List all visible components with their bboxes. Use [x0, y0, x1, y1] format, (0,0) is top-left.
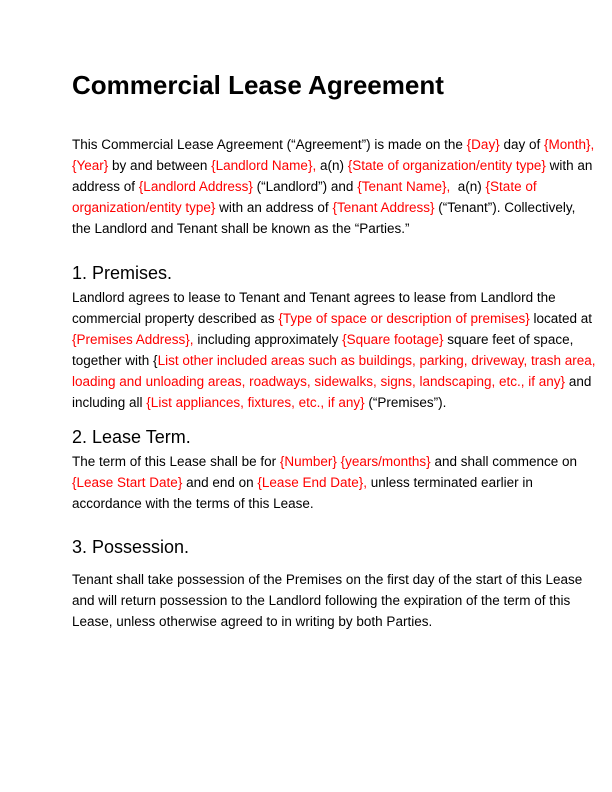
text-run: day of [499, 137, 544, 152]
text-run: and [565, 374, 592, 389]
placeholder-run: List other included areas such as buildings, parking, driveway, trash area, [157, 353, 596, 368]
section [72, 262, 596, 413]
text-run: and end on [182, 475, 258, 490]
text-run: and shall commence on [430, 454, 578, 469]
text-run: located at [529, 311, 593, 326]
placeholder-run: {Lease Start Date} [72, 475, 183, 490]
text-run: including all [72, 395, 147, 410]
section-paragraph [72, 287, 596, 413]
placeholder-run: {Number} {years/months} [279, 454, 431, 469]
text-run: square feet of space, [443, 332, 574, 347]
paragraph-line [72, 329, 574, 350]
sections-container [72, 262, 596, 632]
placeholder-run: {State of organization/entity type} [347, 158, 546, 173]
text-run: The term of this Lease shall be for [72, 454, 280, 469]
section-paragraph [72, 569, 583, 632]
placeholder-run: {Tenant Name}, [357, 179, 451, 194]
paragraph-line [72, 590, 571, 611]
paragraph-line [72, 197, 576, 218]
intro-paragraph [72, 134, 595, 239]
placeholder-run: organization/entity type} [72, 200, 216, 215]
document-title: Commercial Lease Agreement [72, 70, 444, 100]
paragraph-line [72, 392, 541, 413]
text-run: unless terminated earlier in [367, 475, 533, 490]
text-run: This Commercial Lease Agreement (“Agreement”) is made on the [72, 137, 467, 152]
text-run: Tenant shall take possession of the Premises on the first day of the start of this Lease [72, 572, 583, 587]
text-run: together with { [72, 353, 158, 368]
placeholder-run: {Type of space or description of premises} [278, 311, 530, 326]
paragraph-line [72, 218, 541, 239]
text-run: (“Tenant”). Collectively, [434, 200, 576, 215]
paragraph-line [72, 451, 578, 472]
paragraph-line [72, 350, 596, 371]
text-run: with an address of [215, 200, 333, 215]
section [72, 426, 578, 514]
text-run: by and between [108, 158, 212, 173]
placeholder-run: {Year} [72, 158, 109, 173]
text-run: accordance with the terms of this Lease. [72, 496, 314, 511]
paragraph-line [72, 371, 592, 392]
text-run: including approximately [193, 332, 343, 347]
text-run: (“Premises”). [364, 395, 447, 410]
placeholder-run: {Tenant Address} [332, 200, 435, 215]
paragraph-line [72, 287, 556, 308]
placeholder-run: {Square footage} [342, 332, 444, 347]
section-heading: 3. Possession. [72, 537, 190, 557]
placeholder-run: {Premises Address}, [72, 332, 194, 347]
section-heading: 2. Lease Term. [72, 427, 191, 447]
text-run: a(n) [450, 179, 486, 194]
paragraph-line [72, 569, 583, 590]
paragraph-line [72, 308, 593, 329]
paragraph-line [72, 493, 541, 514]
placeholder-run: loading and unloading areas, roadways, sidewalks, signs, landscaping, etc., if any} [72, 374, 566, 389]
text-run: commercial property described as [72, 311, 279, 326]
section [72, 536, 583, 632]
paragraph-line [72, 134, 595, 155]
placeholder-run: {Day} [466, 137, 500, 152]
paragraph-line [72, 472, 541, 493]
paragraph-line [72, 155, 593, 176]
placeholder-run: {Lease End Date}, [257, 475, 367, 490]
text-run: Lease, unless otherwise agreed to in writing by both Parties. [72, 614, 433, 629]
paragraph-line [72, 611, 541, 632]
section-paragraph [72, 451, 578, 514]
placeholder-run: {Landlord Address} [138, 179, 253, 194]
placeholder-run: {Month}, [543, 137, 595, 152]
text-run: (“Landlord”) and [252, 179, 358, 194]
placeholder-run: {Landlord Name}, [211, 158, 317, 173]
text-run: address of [72, 179, 139, 194]
paragraph-line [72, 176, 541, 197]
section-heading: 1. Premises. [72, 263, 173, 283]
text-run: with an [545, 158, 593, 173]
text-run: Landlord agrees to lease to Tenant and Tenant agrees to lease from Landlord the [72, 290, 556, 305]
text-run: and will return possession to the Landlord following the expiration of the term of this [72, 593, 571, 608]
placeholder-run: {List appliances, fixtures, etc., if any} [146, 395, 365, 410]
text-run: the Landlord and Tenant shall be known as the “Parties.” [72, 221, 410, 236]
text-run: a(n) [316, 158, 348, 173]
placeholder-run: {State of [485, 179, 537, 194]
